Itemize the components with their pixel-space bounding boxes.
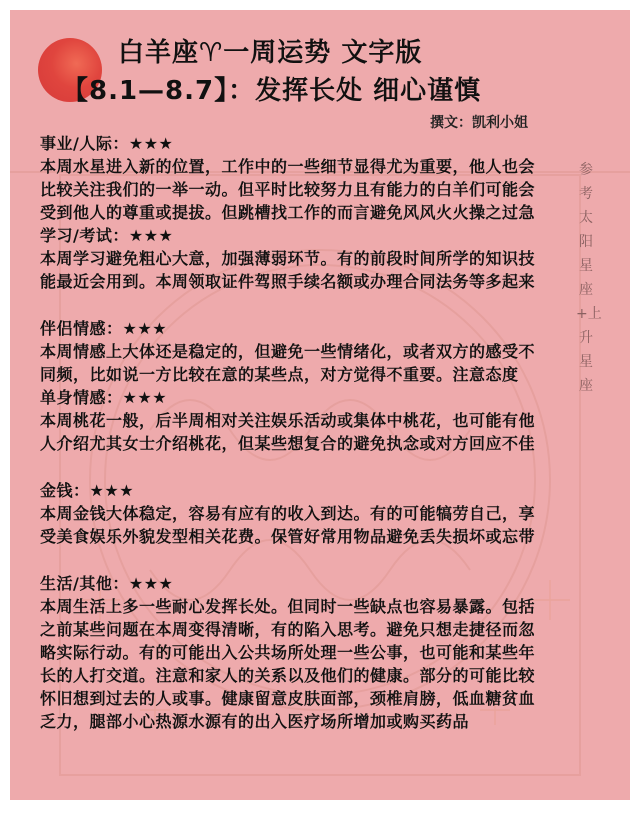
page-title: 白羊座♈一周运势 文字版 xyxy=(118,38,423,68)
section-heading: 伴侣情感：★★★ xyxy=(40,319,168,338)
poster-panel xyxy=(10,10,630,800)
section-heading: 学习/考试：★★★ xyxy=(40,226,174,245)
section-heading: 事业/人际：★★★ xyxy=(40,134,174,153)
text-line: 怀旧想到过去的人或事。健康留意皮肤面部，颈椎肩膀，低血糖贫血 xyxy=(40,689,536,708)
text-line: 长的人打交道。注意和家人的关系以及他们的健康。部分的可能比较 xyxy=(40,666,536,685)
section-money xyxy=(40,479,560,548)
text-line: 能最近会用到。本周领取证件驾照手续名额或办理合同法务等多起来 xyxy=(40,272,536,291)
text-line: 乏力，腿部小心热源水源有的出入医疗场所增加或购买药品 xyxy=(40,712,470,731)
section-life xyxy=(40,572,560,733)
text-line: 受美食娱乐外貌发型相关花费。保管好常用物品避免丢失损坏或忘带 xyxy=(40,527,536,546)
text-line: 本周金钱大体稳定，容易有应有的收入到达。有的可能犒劳自己，享 xyxy=(40,504,536,523)
text-line: 本周桃花一般，后半周相对关注娱乐活动或集体中桃花，也可能有他 xyxy=(40,411,536,430)
text-line: 本周情感上大体还是稳定的，但避免一些情绪化，或者双方的感受不 xyxy=(40,342,536,361)
section-heading: 金钱：★★★ xyxy=(40,481,135,500)
text-line: 之前某些问题在本周变得清晰，有的陷入思考。避免只想走捷径而忽 xyxy=(40,620,536,639)
text-line: 本周水星进入新的位置，工作中的一些细节显得尤为重要，他人也会 xyxy=(40,157,536,176)
section-partner-love xyxy=(40,317,560,386)
section-study xyxy=(40,224,560,293)
text-line: 受到他人的尊重或提拔。但跳槽找工作的而言避免风风火火操之过急 xyxy=(40,203,536,222)
text-line: 比较关注我们的一举一动。但平时比较努力且有能力的白羊们可能会 xyxy=(40,180,536,199)
horoscope-content xyxy=(40,132,560,733)
section-career xyxy=(40,132,560,224)
text-line: 同频，比如说一方比较在意的某些点，对方觉得不重要。注意态度 xyxy=(40,365,519,384)
section-heading: 单身情感：★★★ xyxy=(40,388,168,407)
section-heading: 生活/其他：★★★ xyxy=(40,574,174,593)
page-subtitle: 【8.1—8.7】：发挥长处 细心谨慎 xyxy=(62,76,482,106)
text-line: 略实际行动。有的可能出入公共场所处理一些公事，也可能和某些年 xyxy=(40,643,536,662)
text-line: 人介绍尤其女士介绍桃花，但某些想复合的避免执念或对方回应不佳 xyxy=(40,434,536,453)
text-line: 本周生活上多一些耐心发挥长处。但同时一些缺点也容易暴露。包括 xyxy=(40,597,536,616)
side-note: 参考太阳星座+上升星座 xyxy=(576,162,602,394)
section-single-love xyxy=(40,386,560,455)
text-line: 本周学习避免粗心大意，加强薄弱环节。有的前段时间所学的知识技 xyxy=(40,249,536,268)
author-byline: 撰文：凯利小姐 xyxy=(430,115,528,131)
